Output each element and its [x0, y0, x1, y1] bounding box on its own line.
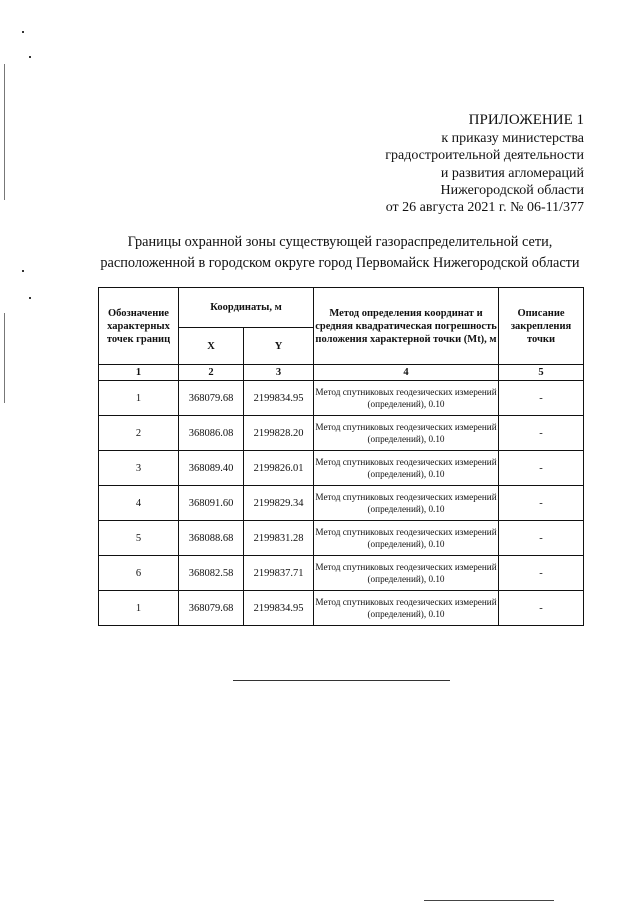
y-coordinate-cell: 2199826.01 — [244, 451, 314, 486]
scan-dot — [29, 56, 31, 58]
scan-dot — [22, 31, 24, 33]
document-title — [90, 232, 590, 274]
appendix-line: и развития агломераций — [440, 165, 584, 181]
point-number-cell: 5 — [99, 521, 179, 556]
column-number: 5 — [499, 365, 584, 381]
scan-dot — [29, 297, 31, 299]
appendix-title: ПРИЛОЖЕНИЕ 1 — [468, 112, 584, 128]
x-coordinate-cell: 368082.58 — [179, 556, 244, 591]
method-cell: Метод спутниковых геодезических измерений (определений), 0.10 — [314, 451, 499, 486]
description-cell: - — [499, 591, 584, 626]
point-number-cell: 1 — [99, 591, 179, 626]
table-row — [99, 591, 584, 626]
appendix-line: Нижегородской области — [440, 182, 584, 198]
method-cell: Метод спутниковых геодезических измерений (определений), 0.10 — [314, 591, 499, 626]
scan-edge-line — [4, 313, 5, 403]
column-number: 1 — [99, 365, 179, 381]
table-body — [99, 365, 584, 626]
table-row — [99, 486, 584, 521]
description-cell: - — [499, 451, 584, 486]
method-cell: Метод спутниковых геодезических измерений (определений), 0.10 — [314, 381, 499, 416]
table-row — [99, 521, 584, 556]
appendix-line: к приказу министерства — [441, 131, 584, 147]
document-title-line: расположенной в городском округе город Первомайск Нижегородской области — [100, 255, 580, 271]
header-method: Метод определения координат и средняя квадратическая погрешность положения характерной точки (Mt), м — [314, 288, 499, 365]
coordinates-table — [98, 287, 584, 626]
x-coordinate-cell: 368091.60 — [179, 486, 244, 521]
point-number-cell: 1 — [99, 381, 179, 416]
x-coordinate-cell: 368079.68 — [179, 381, 244, 416]
column-number: 4 — [314, 365, 499, 381]
table-row — [99, 556, 584, 591]
scan-edge-line — [4, 64, 5, 200]
y-coordinate-cell: 2199831.28 — [244, 521, 314, 556]
appendix-line: от 26 августа 2021 г. № 06-11/377 — [385, 200, 584, 216]
table-row — [99, 416, 584, 451]
x-coordinate-cell: 368088.68 — [179, 521, 244, 556]
y-coordinate-cell: 2199834.95 — [244, 381, 314, 416]
method-cell: Метод спутниковых геодезических измерений (определений), 0.10 — [314, 521, 499, 556]
method-cell: Метод спутниковых геодезических измерений (определений), 0.10 — [314, 556, 499, 591]
separator-line — [233, 680, 450, 681]
scan-dot — [22, 270, 24, 272]
header-description: Описание закрепления точки — [499, 288, 584, 365]
point-number-cell: 2 — [99, 416, 179, 451]
y-coordinate-cell: 2199834.95 — [244, 591, 314, 626]
method-cell: Метод спутниковых геодезических измерений (определений), 0.10 — [314, 486, 499, 521]
header-y: Y — [244, 328, 314, 365]
description-cell: - — [499, 381, 584, 416]
appendix-line: градостроительной деятельности — [385, 148, 584, 164]
column-number: 3 — [244, 365, 314, 381]
column-number-row — [99, 365, 584, 381]
point-number-cell: 3 — [99, 451, 179, 486]
point-number-cell: 4 — [99, 486, 179, 521]
x-coordinate-cell: 368089.40 — [179, 451, 244, 486]
appendix-header — [284, 112, 584, 216]
description-cell: - — [499, 521, 584, 556]
y-coordinate-cell: 2199837.71 — [244, 556, 314, 591]
method-cell: Метод спутниковых геодезических измерений (определений), 0.10 — [314, 416, 499, 451]
x-coordinate-cell: 368086.08 — [179, 416, 244, 451]
point-number-cell: 6 — [99, 556, 179, 591]
description-cell: - — [499, 486, 584, 521]
y-coordinate-cell: 2199828.20 — [244, 416, 314, 451]
header-x: X — [179, 328, 244, 365]
y-coordinate-cell: 2199829.34 — [244, 486, 314, 521]
x-coordinate-cell: 368079.68 — [179, 591, 244, 626]
table-row — [99, 451, 584, 486]
header-coordinates: Координаты, м — [179, 288, 314, 328]
document-title-line: Границы охранной зоны существующей газораспределительной сети, — [127, 234, 553, 250]
table-row — [99, 381, 584, 416]
column-number: 2 — [179, 365, 244, 381]
description-cell: - — [499, 416, 584, 451]
description-cell: - — [499, 556, 584, 591]
header-designation: Обозначение характерных точек границ — [99, 288, 179, 365]
footer-line — [424, 900, 554, 901]
